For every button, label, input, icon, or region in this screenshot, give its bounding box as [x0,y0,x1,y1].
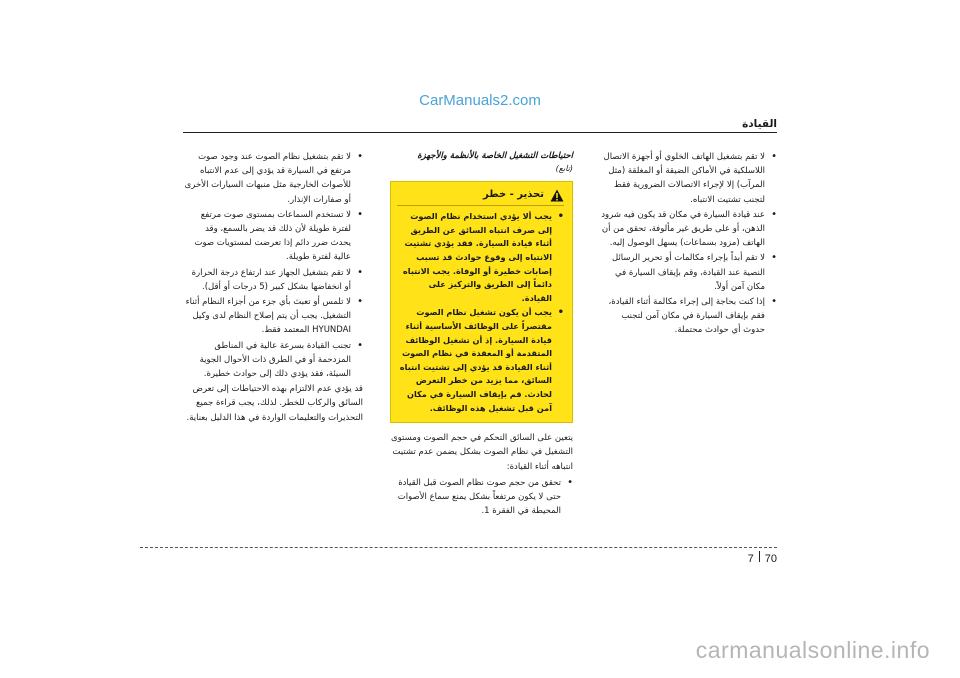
warning-triangle-icon [550,189,564,202]
middle-column [390,150,573,519]
left-column-list [183,150,363,381]
right-column-list [597,150,777,338]
list-item: • يجب أن يكون تشغيل نظام الصوت مقتصراً على الوظائف الأساسية أثناء قيادة السيارة. إذ أن تشغيل الوظائف المتقدمة أو المعقدة في نظام الصوت أثناء القيادة قد يؤدي إلى تشتيت انتباه السائق، مما يزيد من خطر التعرض لحادث. قم بإيقاف السيارة في مكان آمن قبل تشغيل هذه الوظائف. [397,306,564,415]
section-title: القيادة [742,118,777,130]
right-column [597,150,777,339]
paragraph: يتعين على السائق التحكم في حجم الصوت ومستوى التشغيل في نظام الصوت بشكل يضمن عدم تشتيت انتباهه أثناء القيادة: [391,433,573,472]
list-item: • لا تقم بتشغيل الجهاز عند ارتفاع درجة الحرارة أو انخفاضها بشكل كبير (5 درجات أو أقل). [183,266,363,294]
footer-divider [140,547,777,548]
list-item: • إذا كنت بحاجة إلى إجراء مكالمة أثناء القيادة، فقم بإيقاف السيارة في مكان آمن لتجنب حدوث أي حوادث محتملة. [597,295,777,338]
list-item: • لا تقم أبداً بإجراء مكالمات أو تحرير الرسائل النصية عند القيادة، وقم بإيقاف السيارة في مكان آمن أولاً. [597,251,777,294]
paragraph: قد يؤدي عدم الالتزام بهذه الاحتياطات إلى تعرض السائق والركاب للخطر. لذلك، يجب قراءة جميع التحذيرات والتعليمات الواردة في هذا الدليل بعناية. [186,384,363,423]
warning-title: تحذير - خطر [483,189,544,200]
page-number-value: 70 [764,553,777,565]
warning-header [397,188,564,206]
section-subheading: (تابع) [555,164,573,173]
list-item: • يجب ألا يؤدي استخدام نظام الصوت إلى صرف انتباه السائق عن الطريق أثناء قيادة السيارة. فقد يؤدي تشتيت الانتباه إلى وقوع حوادث قد تسبب إصابات خطيرة أو الوفاة. يجب الانتباه دائماً إلى الطريق والتركيز على القيادة. [397,210,564,305]
list-item: • تحقق من حجم صوت نظام الصوت قبل القيادة حتى لا يكون مرتفعاً بشكل يمنع سماع الأصوات المحيطة في الفقرة 1. [390,476,573,519]
chapter-number: 7 [747,553,754,565]
header-divider [183,132,777,133]
page-number-separator [759,551,760,562]
middle-column-list [390,476,573,519]
watermark-bottom[interactable]: carmanualsonline.info [695,637,930,663]
list-item: • لا تلمس أو تعبث بأي جزء من أجزاء النظام أثناء التشغيل. يجب أن يتم إصلاح النظام لدى وكيل HYUNDAI المعتمد فقط. [183,295,363,338]
list-item: • لا تقم بتشغيل نظام الصوت عند وجود صوت مرتفع في السيارة قد يؤدي إلى عدم الانتباه للأصوات الخارجية مثل منبهات السيارات الأخرى أو صفارات الإنذار. [183,150,363,207]
list-item: • عند قيادة السيارة في مكان قد يكون فيه شرود الذهن، أو على طريق غير مألوفة، تحقق من أن الهاتف (مزود بسماعات) يسهل الوصول إليه. [597,208,777,251]
warning-box [390,181,573,423]
warning-list [397,210,564,415]
section-heading: احتياطات التشغيل الخاصة بالأنظمة والأجهزة [417,151,573,161]
page-number [748,551,777,565]
list-item: • لا تستخدم السماعات بمستوى صوت مرتفع لفترة طويلة لأن ذلك قد يضر بالسمع، وقد يحدث ضرر دائم إذا تعرضت لمستويات صوت عالية لفترة طويلة. [183,208,363,265]
list-item: • تجنب القيادة بسرعة عالية في المناطق المزدحمة أو في الطرق ذات الأحوال الجوية السيئة، فقد يؤدي ذلك إلى حوادث خطيرة. [183,339,363,382]
left-column [183,150,363,427]
watermark-top[interactable]: CarManuals2.com [419,92,541,109]
list-item: • لا تقم بتشغيل الهاتف الخلوي أو أجهزة الاتصال اللاسلكية في الأماكن الضيقة أو المغلقة (مثل المرآب) إلا لإجراء الاتصالات الضرورية فقط لتجنب تشتيت الانتباه. [597,150,777,207]
